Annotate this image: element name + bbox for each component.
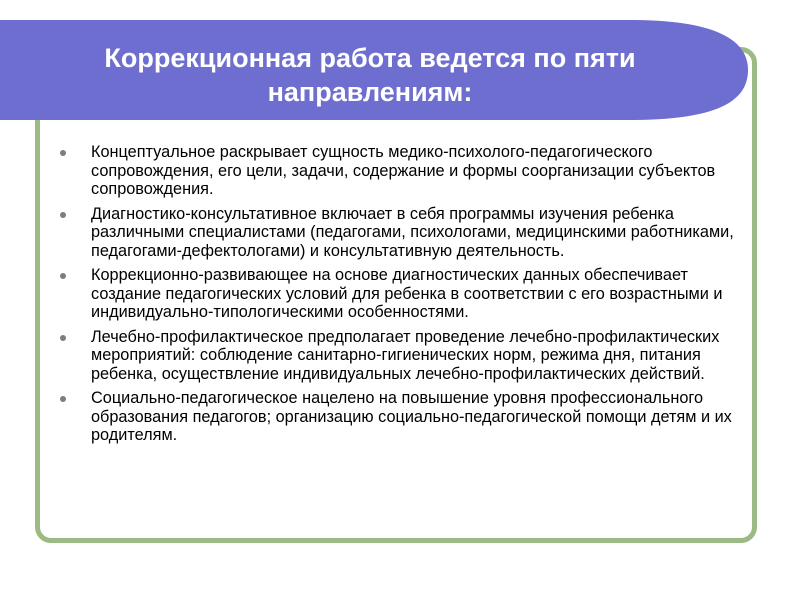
bullet-text: Лечебно-профилактическое предполагает проведение лечебно-профилактических мероприятий: соблюдение санитарно-гигиенических норм, режима дня, питания ребенка, осуществление индивидуальных лечебно-профилактических действий.: [91, 327, 720, 383]
list-item: [60, 328, 740, 384]
slide-title: Коррекционная работа ведется по пяти направлениям:: [104, 43, 636, 107]
title-banner: [0, 12, 750, 122]
bullet-text: Концептуальное раскрывает сущность медико-психолого-педагогического сопровождения, его цели, задачи, содержание и формы соорганизации субъектов сопровождения.: [91, 143, 716, 198]
bullet-icon: [60, 150, 66, 156]
bullet-icon: [60, 396, 66, 402]
list-item: [60, 143, 740, 199]
bullet-text: Коррекционно-развивающее на основе диагностических данных обеспечивает создание педагогических условий для ребенка в соответствии с его возрастными и индивидуально-типологическими особенностями.: [91, 266, 723, 321]
bullet-text: Социально-педагогическое нацелено на повышение уровня профессионального образования педагогов; организацию социально-педагогической помощи детям и их родителям.: [91, 389, 732, 444]
list-item: [60, 266, 740, 322]
bullet-icon: [60, 335, 66, 341]
bullet-text: Диагностико-консультативное включает в себя программы изучения ребенка различными специалистами (педагогами, психологами, медицинскими работниками, педагогами-дефектологами) и консультативную деятельность.: [91, 204, 734, 260]
bullet-list: [60, 143, 740, 451]
bullet-icon: [60, 212, 66, 218]
list-item: [60, 205, 740, 261]
bullet-icon: [60, 273, 66, 279]
list-item: [60, 389, 740, 445]
